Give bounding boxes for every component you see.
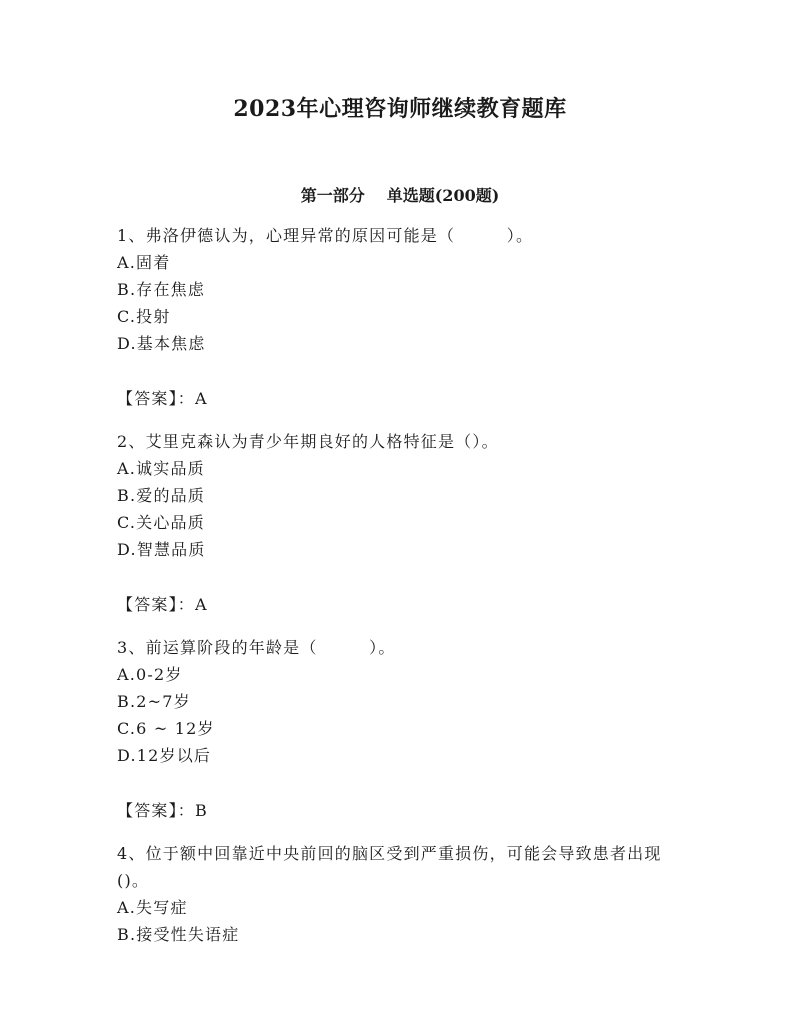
option-d: D.智慧品质 <box>117 540 206 559</box>
section-part: 第一部分 <box>300 186 365 205</box>
option-b: B.爱的品质 <box>117 486 206 505</box>
option-c: C.6 ~ 12岁 <box>117 719 215 738</box>
option-b: B.存在焦虑 <box>117 280 206 299</box>
option-c: C.关心品质 <box>117 513 205 532</box>
question-list <box>117 222 687 948</box>
option-a: A.固着 <box>117 253 171 272</box>
option-a: A.失写症 <box>117 898 188 917</box>
question-4 <box>117 840 687 948</box>
question-stem: 1、弗洛伊德认为，心理异常的原因可能是（ ）。 <box>117 226 534 245</box>
answer-line: 【答案】：A <box>117 389 208 408</box>
question-3 <box>117 634 687 824</box>
question-stem: 4、位于额中回靠近中央前回的脑区受到严重损伤，可能会导致患者出现()。 <box>117 844 662 890</box>
question-1 <box>117 222 687 412</box>
option-a: A.0-2岁 <box>117 665 183 684</box>
answer-line: 【答案】：A <box>117 595 208 614</box>
option-b: B.接受性失语症 <box>117 925 240 944</box>
document-title: 2023年心理咨询师继续教育题库 <box>233 96 567 122</box>
option-d: D.12岁以后 <box>117 746 212 765</box>
option-d: D.基本焦虑 <box>117 334 206 353</box>
question-2 <box>117 428 687 618</box>
question-stem: 3、前运算阶段的年龄是（ ）。 <box>117 638 396 657</box>
section-name: 单选题(200题) <box>386 186 500 205</box>
question-stem: 2、艾里克森认为青少年期良好的人格特征是（）。 <box>117 432 499 451</box>
option-a: A.诚实品质 <box>117 459 205 478</box>
section-title <box>0 182 800 210</box>
option-b: B.2~7岁 <box>117 692 191 711</box>
option-c: C.投射 <box>117 307 171 326</box>
answer-line: 【答案】：B <box>117 801 208 820</box>
